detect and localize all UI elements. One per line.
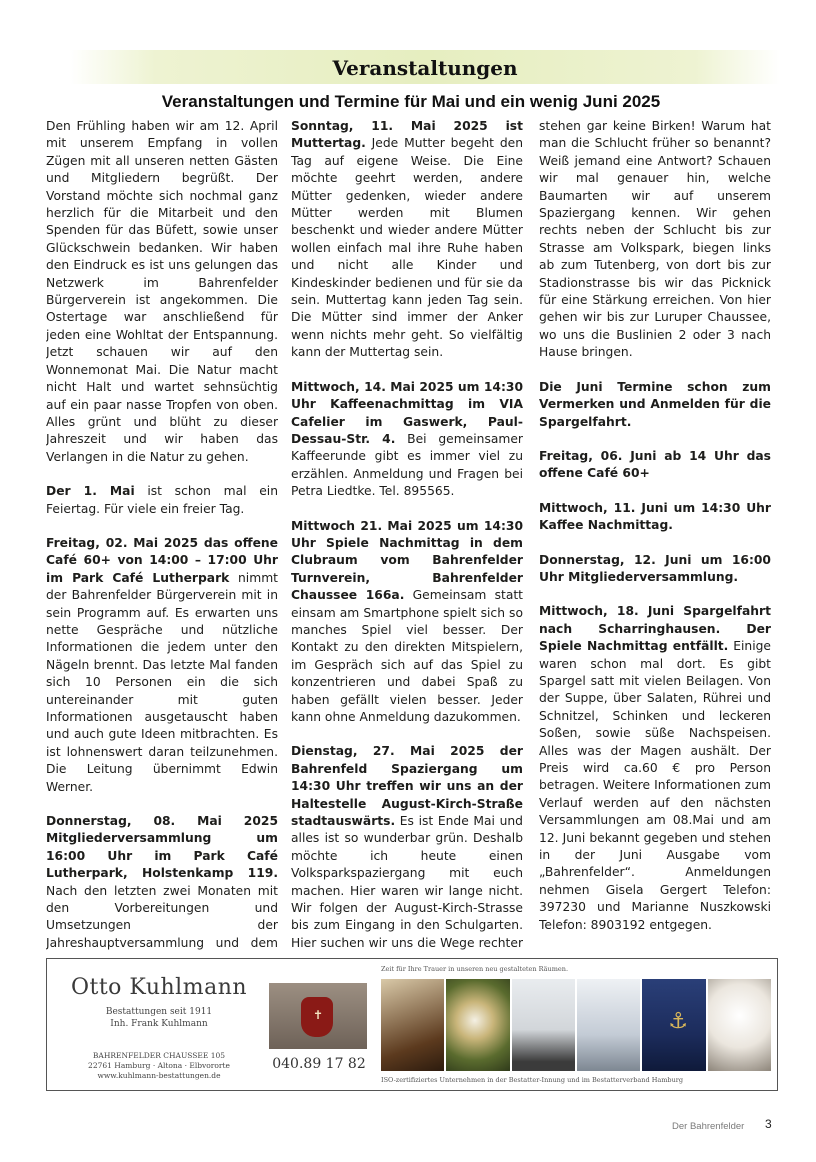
- page-number: 3: [765, 1117, 772, 1131]
- ad-website: www.kuhlmann-bestattungen.de: [97, 1071, 221, 1080]
- article-paragraph: [539, 500, 771, 535]
- article-paragraph: [46, 535, 278, 796]
- event-heading: Freitag, 06. Juni ab 14 Uhr das offene Café 60+: [539, 448, 771, 481]
- ad-owner: Inh. Frank Kuhlmann: [110, 1019, 208, 1029]
- article-paragraph: [291, 518, 523, 727]
- paragraph-text: Nach den letzten zwei Monaten mit den Vorbereitungen und Umsetzungen der Jahreshauptversammlung und dem: [46, 883, 278, 950]
- article-paragraph: [291, 379, 523, 501]
- urn-photo: [269, 983, 367, 1049]
- article-paragraph: [291, 743, 523, 950]
- ad-street: BAHRENFELDER CHAUSSEE 105: [92, 1051, 226, 1060]
- ad-phone: 040.89 17 82: [272, 1056, 366, 1072]
- event-heading: Mittwoch 21. Mai 2025 um 14:30 Uhr Spiele Nachmittag in dem Clubraum vom Bahrenfelder Turnverein, Bahrenfelder Chaussee 166a.: [291, 518, 523, 603]
- paragraph-text: Einige waren schon mal dort. Es gibt Spargel satt mit vielen Beilagen. Von der Suppe, über Salaten, Rührei und Schnitzel, Schinken und leckeren Soßen, sowie süße Nachspeisen. Alles was der Magen aushält. Der Preis wird ca.60 € pro Person betragen. Weitere Informationen zum Verlauf werden auf den nächsten Versammlungen am 08.Mai und am 12. Juni bekannt gegeben und stehen in der Juni Ausgabe vom „Bahrenfelder“. Anmeldungen nehmen Gisela Gergert Telefon: 397230 und Marianne Nuszkowski Telefon: 8903192 entgegen.: [539, 639, 771, 932]
- article-paragraph: [46, 118, 278, 466]
- text-column-3: [539, 118, 771, 950]
- ad-photo-room: [577, 979, 640, 1071]
- cross-icon: ✝: [313, 1008, 324, 1022]
- section-title: Veranstaltungen: [332, 56, 518, 80]
- funeral-home-advertisement: [46, 958, 778, 1091]
- article-paragraph: [539, 552, 771, 587]
- article-paragraph: [539, 603, 771, 934]
- event-heading: Donnerstag, 12. Juni um 16:00 Uhr Mitgliederversammlung.: [539, 552, 771, 584]
- article-paragraph: [46, 813, 278, 950]
- text-column-2: [291, 118, 523, 950]
- article-paragraph: [539, 118, 771, 362]
- event-heading: Mittwoch, 14. Mai 2025 um 14:30 Uhr Kaffeenachmittag im VIA Cafelier im Gaswerk, Paul-Dessau-Str. 4.: [291, 379, 523, 446]
- event-heading: Dienstag, 27. Mai 2025 der Bahrenfeld Spaziergang um 14:30 Uhr treffen wir uns an der Haltestelle August-Kirch-Straße stadtauswärts.: [291, 744, 523, 829]
- article-paragraph: [539, 448, 771, 483]
- paragraph-text: nimmt der Bahrenfelder Bürgerverein mit in sein Programm auf. Es erwarten uns nette Gespräche und nützliche Informationen die jedem unter den Nägeln brennt. Das letzte Mal fanden sich 10 Personen ein die sich untereinander mit guten Informationen ausgetauscht haben und auch gute Ideen mitbrachten. Es ist lohnenswert daran teilzunehmen. Die Leitung übernimmt Edwin Werner.: [46, 570, 278, 794]
- ad-company-name: Otto Kuhlmann: [70, 975, 248, 1000]
- paragraph-text: Bei gemeinsamer Kaffeerunde gibt es immer viel zu erzählen. Anmeldung und Fragen bei Petra Liedtke. Tel. 895565.: [291, 431, 523, 499]
- ad-photo-strip: [381, 979, 771, 1071]
- event-heading: Donnerstag, 08. Mai 2025 Mitgliederversammlung um 16:00 Uhr im Park Café Lutherpark, Holstenkamp 119.: [46, 814, 278, 881]
- ad-certification: ISO-zertifiziertes Unternehmen in der Bestatter-Innung und im Bestatterverband Hamburg: [381, 1076, 684, 1084]
- paragraph-text: Jede Mutter begeht den Tag auf eigene Weise. Die Eine möchte geehrt werden, andere Mütter gedenken, wieder andere Mütter werden mit Blumen beschenkt und wieder andere Mütter wollen einfach mal ihre Ruhe haben und nicht alle Kinder und Kindeskinder bedienen und für sie da sein. Muttertag kann jeden Tag sein. Die Mütter sind immer der Anker wenn nichts mehr geht. So vielfältig kann der Muttertag sein.: [291, 136, 523, 360]
- ad-photo-urn-anchor: [642, 979, 705, 1071]
- article-paragraph: [46, 483, 278, 518]
- ad-photo-flowers: [446, 979, 509, 1071]
- section-banner: [70, 50, 780, 84]
- event-heading: Sonntag, 11. Mai 2025 ist Muttertag.: [291, 119, 523, 151]
- article-paragraph: [291, 118, 523, 362]
- page-headline: Veranstaltungen und Termine für Mai und ein wenig Juni 2025: [161, 92, 661, 111]
- article-paragraph: [539, 379, 771, 431]
- ad-since: Bestattungen seit 1911: [105, 1007, 213, 1017]
- ad-photo-chapel: [512, 979, 575, 1071]
- anchor-icon: ⚓: [668, 1009, 689, 1034]
- ad-photo-orchid: [708, 979, 771, 1071]
- text-column-1: [46, 118, 278, 950]
- event-heading: Der 1. Mai: [46, 484, 135, 499]
- paragraph-text: Es ist Ende Mai und alles ist so wunderbar grün. Deshalb möchte ich heute einen Volksparkspaziergang mit euch machen. Hier waren wir lange nicht. Wir folgen der August-Kirch-Strasse bis zum Eingang in den Schulgarten. Hier suchen wir uns die Wege rechter: [291, 814, 523, 950]
- paragraph-text: Gemeinsam statt einsam am Smartphone spielt sich so manches Spiel viel besser. Der Kontakt zu den direkten Mitspielern, im Gespräch sich auf das Spiel zu konzentrieren und dabei Spaß zu haben gefällt vielen besser. Jeder kann ohne Anmeldung dazukommen.: [291, 588, 523, 724]
- ad-city: 22761 Hamburg · Altona · Elbvororte: [88, 1061, 230, 1070]
- event-heading: Mittwoch, 18. Juni Spargelfahrt nach Scharringhausen. Der Spiele Nachmittag entfällt.: [539, 604, 771, 654]
- ad-photo-interior: [381, 979, 444, 1071]
- paragraph-text: Den Frühling haben wir am 12. April mit unserem Empfang in vollen Zügen mit all unseren netten Gästen und Mitgliedern begrüßt. Der Vorstand möchte sich nochmal ganz herzlich für die Mitarbeit und den Spenden für das Büfett, sowie unser Glückschwein bedanken. Wir haben den Eindruck es ist uns gelungen das Netzwerk im Bahrenfelder Bürgerverein ist angekommen. Die Ostertage war anschließend für jeden eine Wohltat der Entspannung. Jetzt schauen wir auf den Wonnemonat Mai. Die Natur macht nicht Halt und wartet sehnsüchtig auf ein paar nasse Tropfen von oben. Alles grünt und blüht zu dieser Jahreszeit und wir haben das Verlangen in die Natur zu gehen.: [46, 119, 278, 464]
- paragraph-text: stehen gar keine Birken! Warum hat man die Schlucht früher so benannt? Weiß jemand eine Antwort? Schauen wir mal genauer hin, welche Baumarten wir auf unserem Spaziergang kennen. Wir gehen rechts neben der Schlucht bis zur Strasse am Volkspark, biegen links ab zum Tutenberg, von dort bis zur Stadionstrasse bis wir das Picknick für eine Stärkung erreichen. Von hier gehen wir bis zur Luruper Chaussee, wo uns die Buslinien 2 oder 3 nach Hause bringen.: [539, 119, 771, 360]
- ad-tagline: Zeit für Ihre Trauer in unseren neu gestalteten Räumen.: [381, 965, 569, 973]
- event-heading: Mittwoch, 11. Juni um 14:30 Uhr Kaffee Nachmittag.: [539, 500, 771, 533]
- paragraph-text: ist schon mal ein Feiertag. Für viele ein freier Tag.: [46, 484, 278, 516]
- publication-name: Der Bahrenfelder: [672, 1121, 745, 1132]
- event-heading: Freitag, 02. Mai 2025 das offene Café 60+ von 14:00 – 17:00 Uhr im Park Café Lutherpark: [46, 535, 278, 585]
- event-heading: Die Juni Termine schon zum Vermerken und Anmelden für die Spargelfahrt.: [539, 379, 771, 429]
